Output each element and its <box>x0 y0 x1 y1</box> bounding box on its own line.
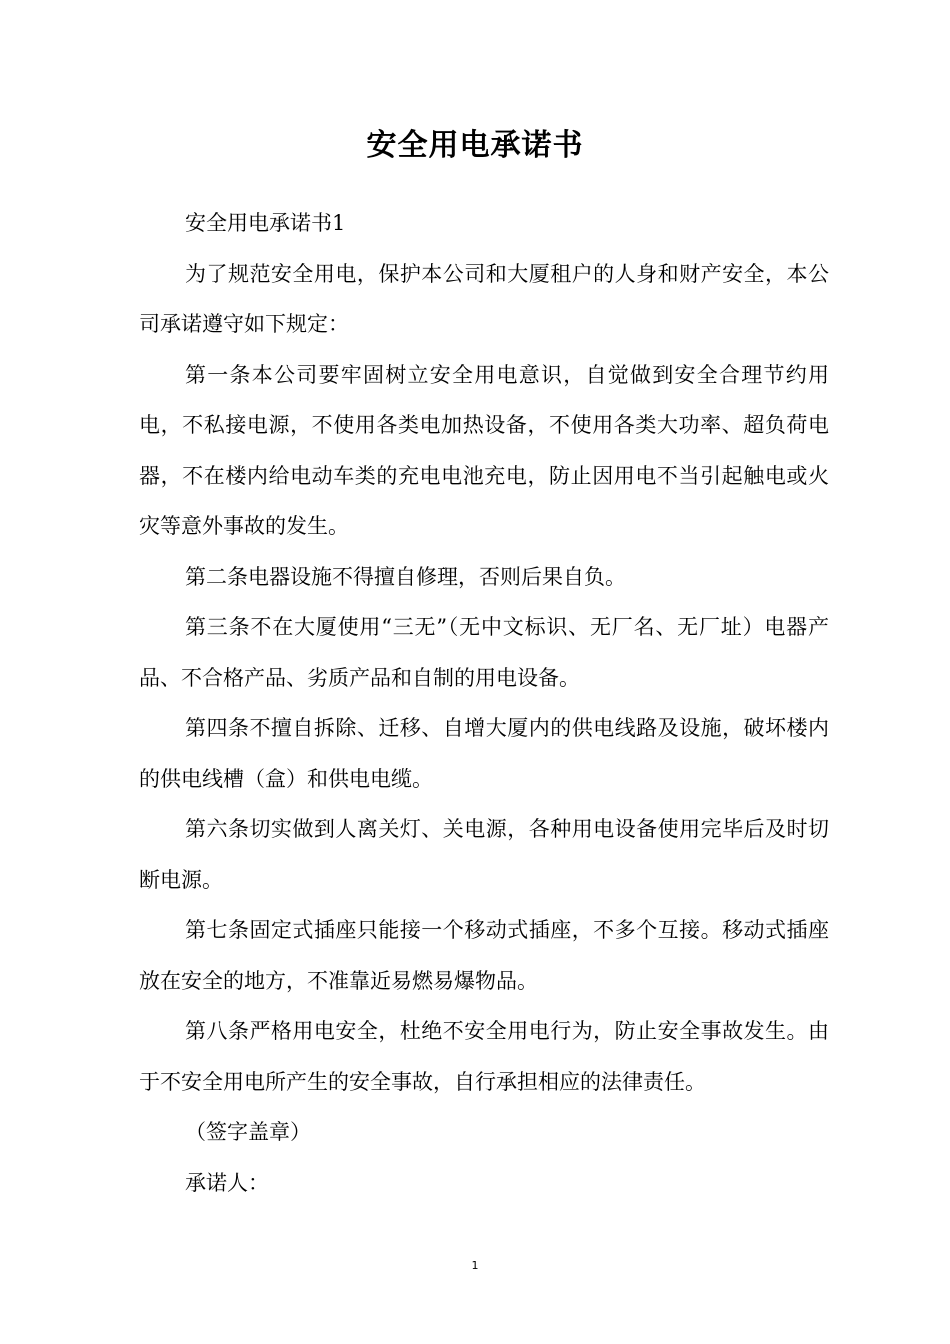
document-body <box>139 198 829 1208</box>
article-2-paragraph: 第二条电器设施不得擅自修理，否则后果自负。 <box>185 564 626 589</box>
article-4-paragraph: 第四条不擅自拆除、迁移、自增大厦内的供电线路及设施，破坏楼内的供电线槽（盒）和供电电缆。 <box>139 716 829 791</box>
article-8-paragraph: 第八条严格用电安全，杜绝不安全用电行为，防止安全事故发生。由于不安全用电所产生的安全事故，自行承担相应的法律责任。 <box>139 1019 829 1094</box>
signature-note: （签字盖章） <box>185 1120 311 1144</box>
article-6-paragraph: 第六条切实做到人离关灯、关电源，各种用电设备使用完毕后及时切断电源。 <box>139 817 829 892</box>
article-7-paragraph: 第七条固定式插座只能接一个移动式插座，不多个互接。移动式插座放在安全的地方，不准靠近易燃易爆物品。 <box>139 918 829 993</box>
article-3-paragraph: 第三条不在大厦使用“三无”（无中文标识、无厂名、无厂址）电器产品、不合格产品、劣质产品和自制的用电设备。 <box>139 615 829 690</box>
subtitle-paragraph: 安全用电承诺书1 <box>185 211 346 235</box>
document-title: 安全用电承诺书 <box>366 128 584 163</box>
article-1-paragraph: 第一条本公司要牢固树立安全用电意识，自觉做到安全合理节约用电，不私接电源，不使用各类电加热设备，不使用各类大功率、超负荷电器，不在楼内给电动车类的充电电池充电，防止因用电不当引起触电或火灾等意外事故的发生。 <box>139 362 829 538</box>
intro-paragraph: 为了规范安全用电，保护本公司和大厦租户的人身和财产安全，本公司承诺遵守如下规定： <box>139 261 829 336</box>
promisor-label: 承诺人： <box>185 1170 269 1195</box>
page-number: 1 <box>471 1259 479 1272</box>
